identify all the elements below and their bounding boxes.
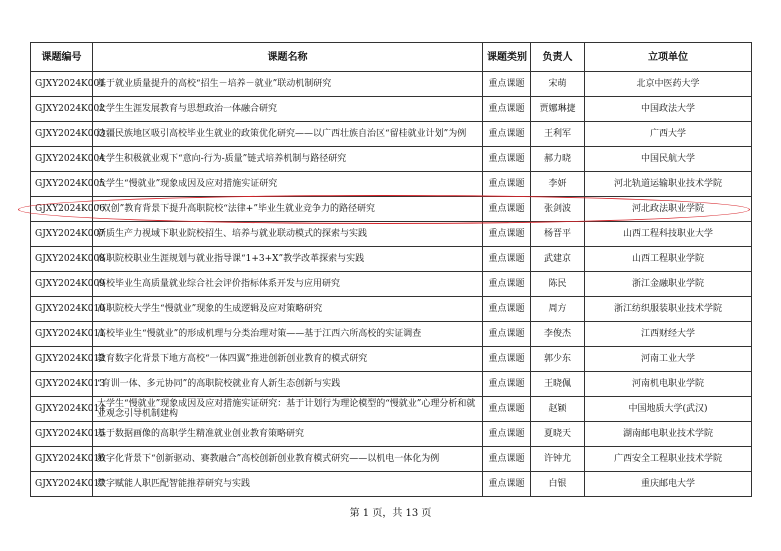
cell-unit: 重庆邮电大学	[585, 472, 752, 497]
cell-code: GJXY2024K010	[31, 297, 93, 322]
cell-unit: 河北轨道运输职业技术学院	[585, 172, 752, 197]
cell-leader: 张剑波	[531, 197, 585, 222]
table-row	[31, 97, 752, 122]
cell-unit: 广西安全工程职业技术学院	[585, 447, 752, 472]
cell-topic: 基于数据画像的高职学生精准就业创业教育策略研究	[93, 422, 483, 447]
table-row	[31, 397, 752, 422]
table-row	[31, 322, 752, 347]
cell-code: GJXY2024K006	[31, 197, 93, 222]
cell-unit: 浙江金融职业学院	[585, 272, 752, 297]
cell-code: GJXY2024K014	[31, 397, 93, 422]
header-category: 课题类别	[483, 43, 531, 72]
header-topic: 课题名称	[93, 43, 483, 72]
table-header-row	[31, 43, 752, 72]
cell-topic: 数字化背景下“创新驱动、赛教融合”高校创新创业教育模式研究——以机电一体化为例	[93, 447, 483, 472]
cell-category: 重点课题	[483, 72, 531, 97]
cell-category: 重点课题	[483, 472, 531, 497]
table-row	[31, 422, 752, 447]
cell-category: 重点课题	[483, 347, 531, 372]
cell-category: 重点课题	[483, 147, 531, 172]
cell-leader: 王利军	[531, 122, 585, 147]
cell-unit: 北京中医药大学	[585, 72, 752, 97]
table-row	[31, 147, 752, 172]
cell-unit: 河南工业大学	[585, 347, 752, 372]
cell-leader: 李俊杰	[531, 322, 585, 347]
cell-unit: 浙江纺织服装职业技术学院	[585, 297, 752, 322]
cell-topic: 新质生产力视域下职业院校招生、培养与就业联动模式的探索与实践	[93, 222, 483, 247]
cell-code: GJXY2024K003	[31, 122, 93, 147]
cell-code: GJXY2024K011	[31, 322, 93, 347]
cell-topic: 边疆民族地区吸引高校毕业生就业的政策优化研究——以广西壮族自治区“留桂就业计划”为例	[93, 122, 483, 147]
cell-code: GJXY2024K007	[31, 222, 93, 247]
cell-category: 重点课题	[483, 372, 531, 397]
cell-code: GJXY2024K001	[31, 72, 93, 97]
table-row	[31, 297, 752, 322]
cell-leader: 夏晓天	[531, 422, 585, 447]
cell-topic: “育训一体、多元协同”的高职院校就业育人新生态创新与实践	[93, 372, 483, 397]
cell-category: 重点课题	[483, 422, 531, 447]
header-code: 课题编号	[31, 43, 93, 72]
cell-unit: 中国政法大学	[585, 97, 752, 122]
cell-unit: 河南机电职业学院	[585, 372, 752, 397]
cell-unit: 河北政法职业学院	[585, 197, 752, 222]
table-row	[31, 197, 752, 222]
cell-topic: 高职院校大学生“慢就业”现象的生成逻辑及应对策略研究	[93, 297, 483, 322]
cell-topic: 数字赋能人职匹配智能推荐研究与实践	[93, 472, 483, 497]
cell-category: 重点课题	[483, 297, 531, 322]
table-row	[31, 247, 752, 272]
cell-leader: 贾娜琳捷	[531, 97, 585, 122]
table-row	[31, 347, 752, 372]
cell-topic: 高校毕业生“慢就业”的形成机理与分类治理对策——基于江西六所高校的实证调查	[93, 322, 483, 347]
cell-category: 重点课题	[483, 247, 531, 272]
cell-unit: 中国民航大学	[585, 147, 752, 172]
cell-leader: 赵颖	[531, 397, 585, 422]
cell-code: GJXY2024K013	[31, 372, 93, 397]
cell-topic: 大学生积极就业观下“意向-行为-质量”链式培养机制与路径研究	[93, 147, 483, 172]
header-unit: 立项单位	[585, 43, 752, 72]
cell-unit: 山西工程科技职业大学	[585, 222, 752, 247]
cell-topic: 基于就业质量提升的高校“招生－培养－就业”联动机制研究	[93, 72, 483, 97]
cell-leader: 武建京	[531, 247, 585, 272]
cell-unit: 湖南邮电职业技术学院	[585, 422, 752, 447]
page-footer: 第 1 页，共 13 页	[349, 508, 432, 519]
cell-leader: 郭少东	[531, 347, 585, 372]
table-row	[31, 72, 752, 97]
cell-category: 重点课题	[483, 322, 531, 347]
cell-category: 重点课题	[483, 222, 531, 247]
cell-category: 重点课题	[483, 97, 531, 122]
cell-topic: “双创”教育背景下提升高职院校“法律+”毕业生就业竞争力的路径研究	[93, 197, 483, 222]
cell-category: 重点课题	[483, 447, 531, 472]
cell-code: GJXY2024K005	[31, 172, 93, 197]
cell-leader: 郝力晓	[531, 147, 585, 172]
table-row	[31, 122, 752, 147]
cell-code: GJXY2024K015	[31, 422, 93, 447]
cell-category: 重点课题	[483, 397, 531, 422]
cell-category: 重点课题	[483, 122, 531, 147]
cell-unit: 山西工程职业学院	[585, 247, 752, 272]
cell-code: GJXY2024K017	[31, 472, 93, 497]
cell-topic: 大学生“慢就业”现象成因及应对措施实证研究：基于计划行为理论模型的“慢就业”心理分析和就业观念引导机制建构	[93, 397, 483, 422]
cell-code: GJXY2024K012	[31, 347, 93, 372]
project-table	[30, 42, 752, 497]
cell-category: 重点课题	[483, 197, 531, 222]
cell-code: GJXY2024K016	[31, 447, 93, 472]
cell-leader: 周方	[531, 297, 585, 322]
cell-topic: 大学生“慢就业”现象成因及应对措施实证研究	[93, 172, 483, 197]
table-row	[31, 172, 752, 197]
table-row	[31, 372, 752, 397]
cell-leader: 许钟尤	[531, 447, 585, 472]
table-row	[31, 472, 752, 497]
cell-code: GJXY2024K002	[31, 97, 93, 122]
cell-category: 重点课题	[483, 272, 531, 297]
cell-leader: 李妍	[531, 172, 585, 197]
table-row	[31, 272, 752, 297]
cell-unit: 中国地质大学(武汉)	[585, 397, 752, 422]
cell-code: GJXY2024K004	[31, 147, 93, 172]
cell-topic: 高职院校职业生涯规划与就业指导课“1+3+X”教学改革探索与实践	[93, 247, 483, 272]
cell-leader: 宋萌	[531, 72, 585, 97]
cell-code: GJXY2024K008	[31, 247, 93, 272]
cell-unit: 广西大学	[585, 122, 752, 147]
table-row	[31, 222, 752, 247]
cell-leader: 王晓佩	[531, 372, 585, 397]
header-leader: 负责人	[531, 43, 585, 72]
table-row	[31, 447, 752, 472]
cell-category: 重点课题	[483, 172, 531, 197]
cell-code: GJXY2024K009	[31, 272, 93, 297]
cell-topic: 大学生生涯发展教育与思想政治一体融合研究	[93, 97, 483, 122]
cell-unit: 江西财经大学	[585, 322, 752, 347]
cell-topic: 教育数字化背景下地方高校“一体四翼”推进创新创业教育的模式研究	[93, 347, 483, 372]
cell-topic: 高校毕业生高质量就业综合社会评价指标体系开发与应用研究	[93, 272, 483, 297]
cell-leader: 陈民	[531, 272, 585, 297]
cell-leader: 白银	[531, 472, 585, 497]
cell-leader: 杨晋平	[531, 222, 585, 247]
